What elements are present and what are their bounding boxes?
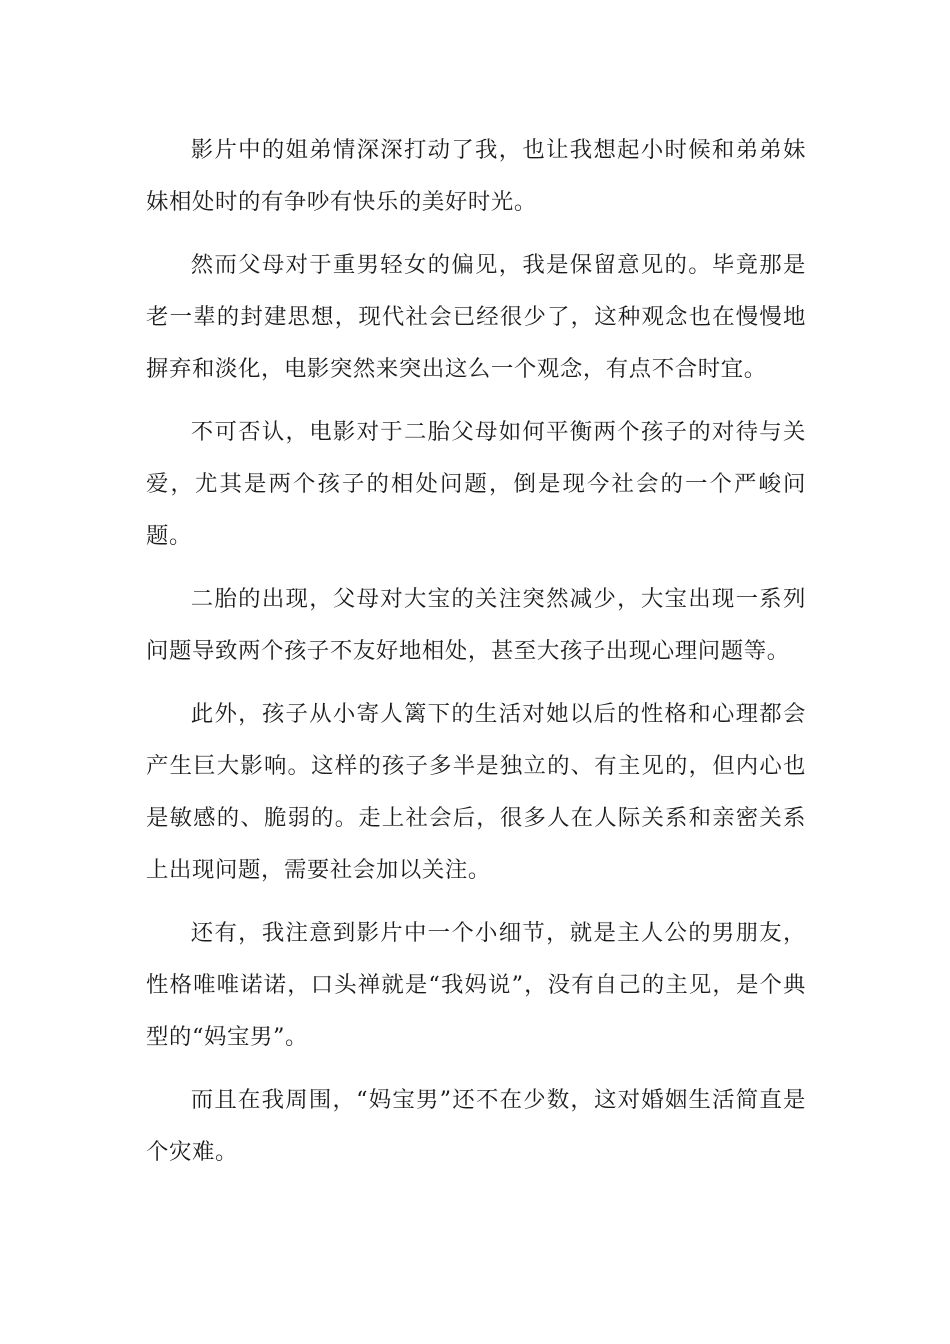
paragraph-2: 然而父母对于重男轻女的偏见，我是保留意见的。毕竟那是老一辈的封建思想，现代社会已经很少了，这种观念也在慢慢地摒弃和淡化，电影突然来突出这么一个观念，有点不合时宜。 (146, 252, 806, 382)
paragraph-6: 还有，我注意到影片中一个小细节，就是主人公的男朋友，性格唯唯诺诺，口头禅就是“我妈说”，没有自己的主见，是个典型的“妈宝男”。 (146, 920, 806, 1050)
paragraph-7: 而且在我周围，“妈宝男”还不在少数，这对婚姻生活简直是个灾难。 (146, 1087, 806, 1165)
paragraph-1: 影片中的姐弟情深深打动了我，也让我想起小时候和弟弟妹妹相处时的有争吵有快乐的美好时光。 (146, 137, 806, 215)
paragraph-4: 二胎的出现，父母对大宝的关注突然减少，大宝出现一系列问题导致两个孩子不友好地相处，甚至大孩子出现心理问题等。 (146, 586, 806, 664)
paragraph-5: 此外，孩子从小寄人篱下的生活对她以后的性格和心理都会产生巨大影响。这样的孩子多半是独立的、有主见的，但内心也是敏感的、脆弱的。走上社会后，很多人在人际关系和亲密关系上出现问题，需要社会加以关注。 (146, 701, 806, 883)
document-body (146, 124, 806, 1189)
paragraph-3: 不可否认，电影对于二胎父母如何平衡两个孩子的对待与关爱，尤其是两个孩子的相处问题，倒是现今社会的一个严峻问题。 (146, 419, 806, 549)
